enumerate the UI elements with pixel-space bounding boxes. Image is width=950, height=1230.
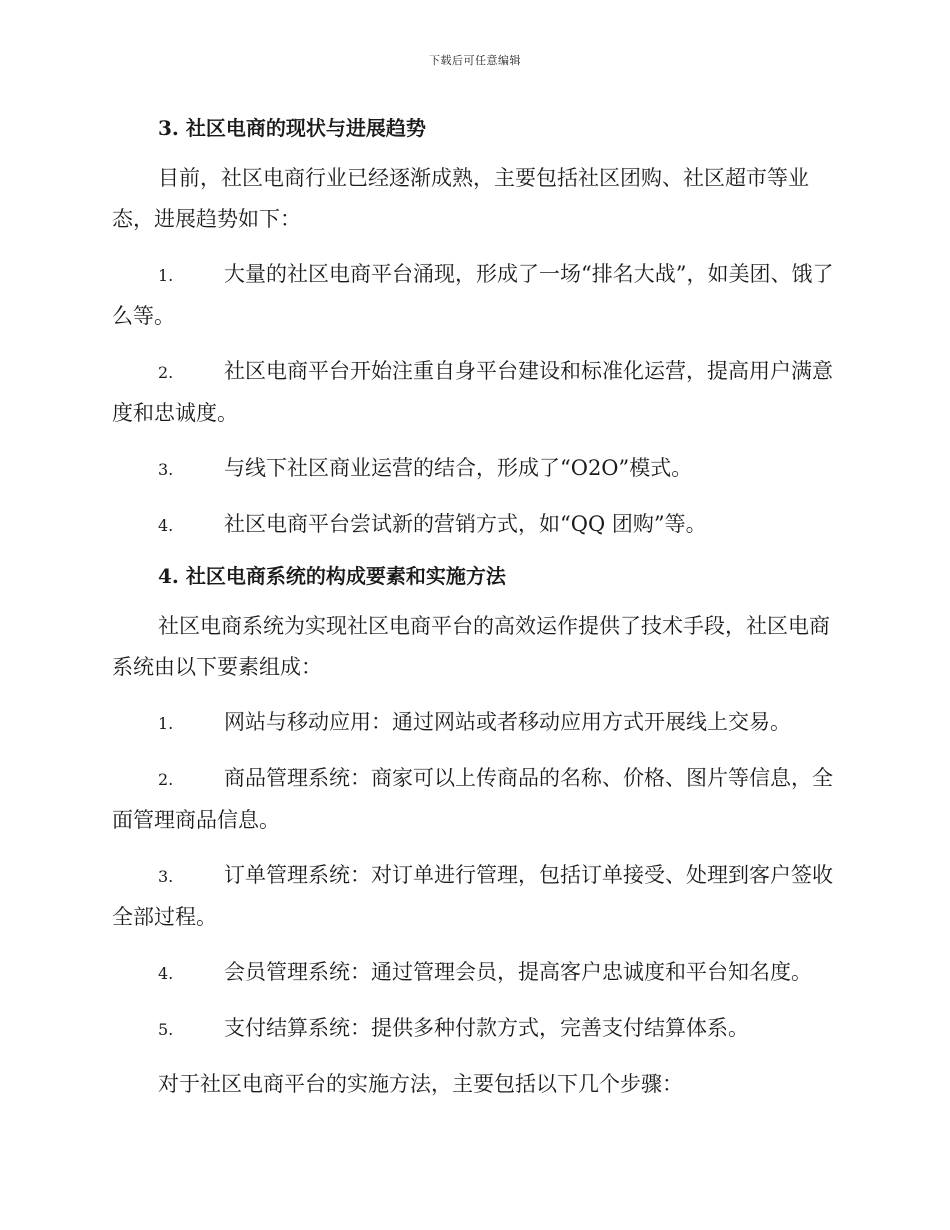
section-4-outro: 对于社区电商平台的实施方法，主要包括以下几个步骤： xyxy=(158,1072,683,1096)
list-item-text: 支付结算系统：提供多种付款方式，完善支付结算体系。 xyxy=(224,1016,749,1040)
list-number: 5. xyxy=(158,1020,174,1039)
document-body xyxy=(112,112,837,1105)
section-4-item-1 xyxy=(112,702,837,744)
list-item-text: 商品管理系统：商家可以上传商品的名称、价格、图片等信息，全面管理商品信息。 xyxy=(112,766,833,832)
list-item-text: 订单管理系统：对订单进行管理，包括订单接受、处理到客户签收全部过程。 xyxy=(112,863,833,929)
list-number: 4. xyxy=(158,516,174,535)
list-number: 3. xyxy=(158,460,174,479)
section-3-item-3 xyxy=(112,448,837,490)
section-3-item-1 xyxy=(112,254,837,337)
list-number: 2. xyxy=(158,363,174,382)
list-item-text: 社区电商平台尝试新的营销方式，如“QQ 团购”等。 xyxy=(224,512,707,536)
list-item-text: 大量的社区电商平台涌现，形成了一场“排名大战”，如美团、饿了么等。 xyxy=(112,262,834,328)
page-header: 下载后可任意编辑 xyxy=(429,54,521,67)
section-4-heading: 4. 社区电商系统的构成要素和实施方法 xyxy=(158,564,506,588)
list-number: 1. xyxy=(158,266,174,285)
list-number: 2. xyxy=(158,770,174,789)
list-number: 4. xyxy=(158,964,174,983)
list-number: 3. xyxy=(158,867,174,886)
list-item-text: 会员管理系统：通过管理会员，提高客户忠诚度和平台知名度。 xyxy=(224,960,812,984)
section-4-item-4 xyxy=(112,952,837,994)
section-4-intro: 社区电商系统为实现社区电商平台的高效运作提供了技术手段，社区电商系统由以下要素组成： xyxy=(112,614,830,679)
section-4-item-2 xyxy=(112,758,837,841)
section-3-item-2 xyxy=(112,351,837,434)
list-item-text: 与线下社区商业运营的结合，形成了“O2O”模式。 xyxy=(224,456,693,480)
section-4-item-3 xyxy=(112,855,837,938)
section-3-heading: 3. 社区电商的现状与进展趋势 xyxy=(158,116,426,140)
list-item-text: 社区电商平台开始注重自身平台建设和标准化运营，提高用户满意度和忠诚度。 xyxy=(112,359,833,425)
list-item-text: 网站与移动应用：通过网站或者移动应用方式开展线上交易。 xyxy=(224,710,791,734)
section-3-item-4 xyxy=(112,504,837,546)
section-4-item-5 xyxy=(112,1008,837,1050)
list-number: 1. xyxy=(158,714,174,733)
section-3-intro: 目前，社区电商行业已经逐渐成熟，主要包括社区团购、社区超市等业态，进展趋势如下： xyxy=(112,166,809,231)
